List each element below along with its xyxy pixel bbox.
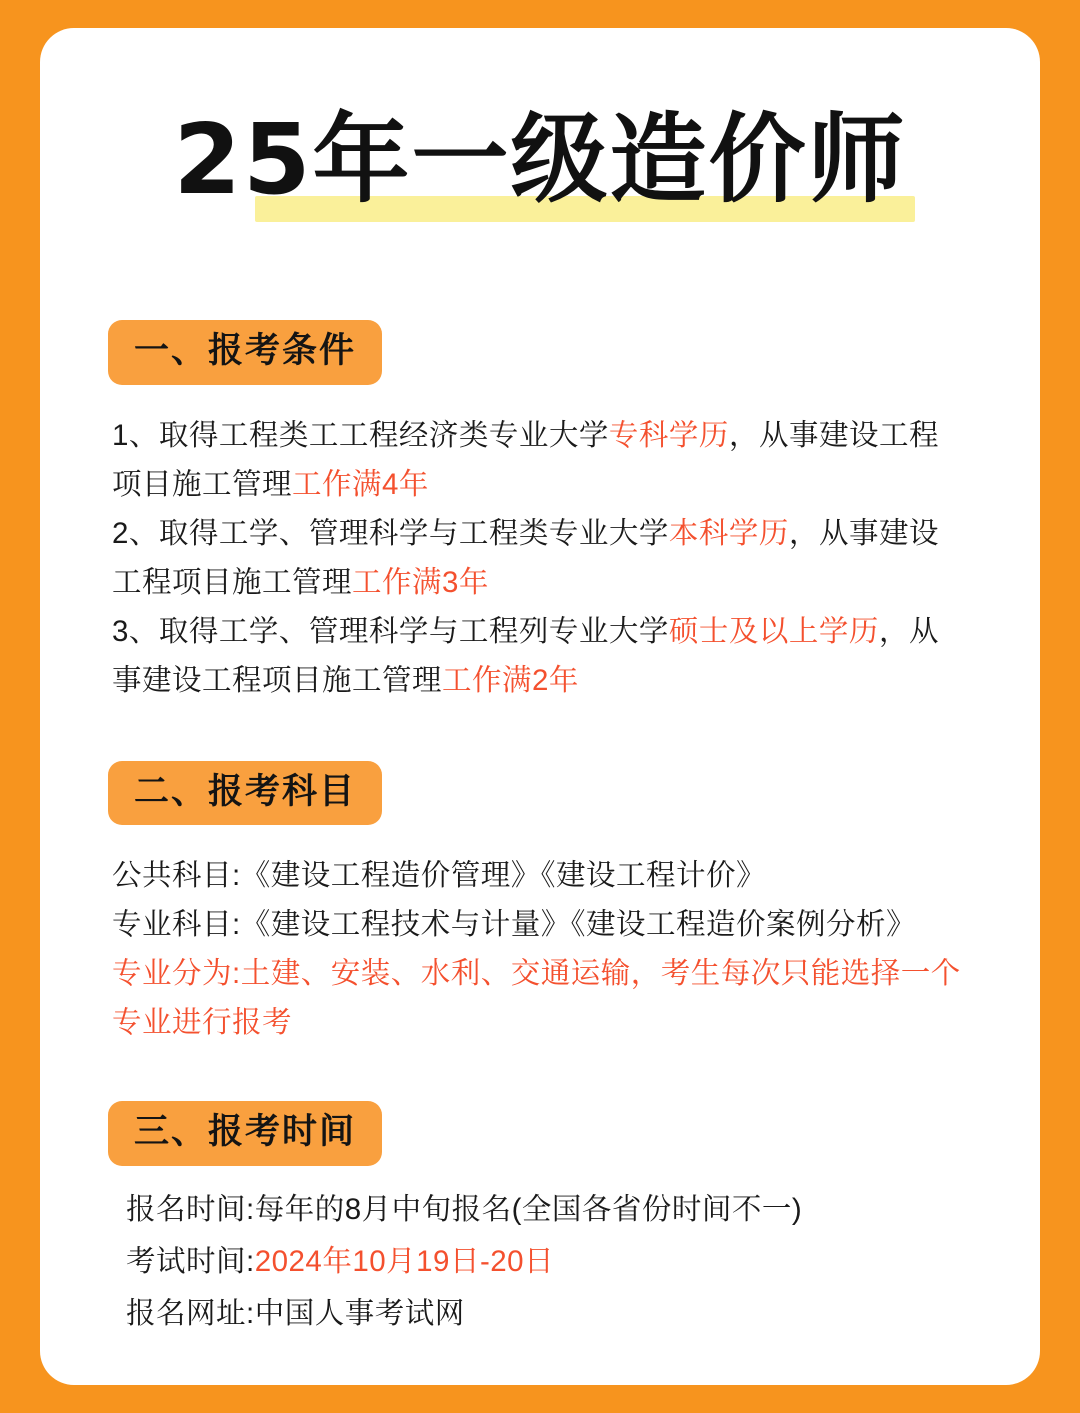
section-body-subjects — [112, 851, 968, 1047]
text-run: 考试时间: — [126, 1244, 255, 1278]
section-requirements — [40, 320, 1040, 705]
exam-time-line — [126, 1236, 968, 1288]
subjects-public-line: 公共科目:《建设工程造价管理》《建设工程计价》 — [112, 859, 766, 892]
text-run-highlight: 专科学历 — [608, 418, 729, 452]
text-run: ，从事建设工程项目施工管理 — [112, 418, 939, 501]
section-schedule — [40, 1101, 1040, 1340]
page-title: 25年一级造价师 — [173, 103, 907, 216]
text-run-highlight: 2024年10月19日-20日 — [254, 1244, 555, 1278]
text-run-highlight: 硕士及以上学历 — [668, 614, 879, 648]
subjects-note-line: 专业分为:土建、安装、水利、交通运输，考生每次只能选择一个专业进行报考 — [112, 957, 961, 1039]
section-heading-subjects: 二、报考科目 — [108, 761, 382, 826]
text-run-highlight: 工作满4年 — [292, 467, 429, 501]
text-run: ，从事建设工程项目施工管理 — [112, 614, 939, 697]
section-body-schedule — [126, 1184, 968, 1340]
subjects-major-line: 专业科目:《建设工程技术与计量》《建设工程造价案例分析》 — [112, 908, 916, 941]
section-body-requirements — [112, 411, 968, 705]
section-heading-schedule: 三、报考时间 — [108, 1101, 382, 1166]
requirement-line-1 — [112, 411, 968, 509]
registration-site-line: 报名网址:中国人事考试网 — [126, 1296, 465, 1330]
requirement-line-3 — [112, 607, 968, 705]
title-block — [40, 100, 1040, 280]
text-run: 2、取得工学、管理科学与工程类专业大学 — [112, 516, 669, 550]
text-run-highlight: 工作满3年 — [352, 565, 489, 599]
poster-card — [40, 28, 1040, 1385]
section-subjects — [40, 761, 1040, 1048]
text-run: ，从事建设工程项目施工管理 — [112, 516, 939, 599]
registration-time-line: 报名时间:每年的8月中旬报名(全国各省份时间不一) — [126, 1192, 803, 1226]
section-heading-requirements: 一、报考条件 — [108, 320, 382, 385]
text-run: 1、取得工程类工工程经济类专业大学 — [112, 418, 609, 452]
text-run-highlight: 本科学历 — [668, 516, 789, 550]
text-run-highlight: 工作满2年 — [442, 663, 579, 697]
requirement-line-2 — [112, 509, 968, 607]
text-run: 3、取得工学、管理科学与工程列专业大学 — [112, 614, 669, 648]
